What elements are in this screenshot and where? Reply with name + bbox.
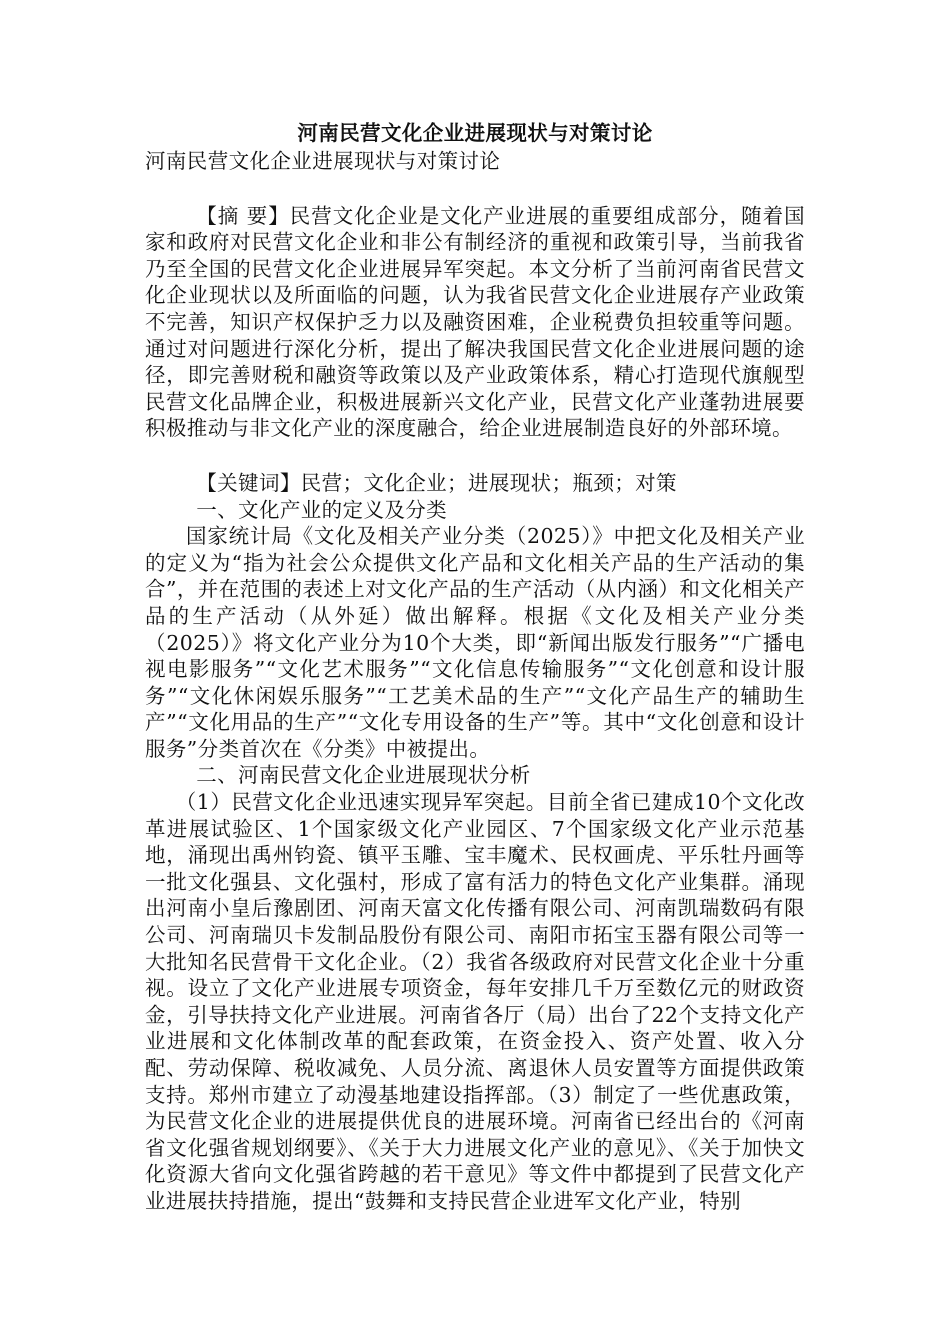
document-title: 河南民营文化企业进展现状与对策讨论 [297,121,653,145]
section-1-body: 国家统计局《文化及相关产业分类（2025）》中把文化及相关产业的定义为“指为社会公众提供文化产品和文化相关产品的生产活动的集合”，并在范围的表述上对文化产品的生产活动（从内涵）和文化相关产品的生产活动（从外延）做出解释。根据《文化及相关产业分类（2025）》将文化产业分为10个大类，即“新闻出版发行服务”“广播电视电影服务”“文化艺术服务”“文化信息传输服务”“文化创意和设计服务”“文化休闲娱乐服务”“工艺美术品的生产”“文化产品生产的辅助生产”“文化用品的生产”“文化专用设备的生产”等。其中“文化创意和设计服务”分类首次在《分类》中被提出。 [145,524,805,761]
section-2-body: （1）民营文化企业迅速实现异军突起。目前全省已建成10个文化改革进展试验区、1个国家级文化产业园区、7个国家级文化产业示范基地，涌现出禹州钧瓷、镇平玉雕、宝丰魔术、民权画虎、平乐牡丹画等一批文化强县、文化强村，形成了富有活力的特色文化产业集群。涌现出河南小皇后豫剧团、河南天富文化传播有限公司、河南凯瑞数码有限公司、河南瑞贝卡发制品股份有限公司、南阳市拓宝玉器有限公司等一大批知名民营骨干文化企业。（2）我省各级政府对民营文化企业十分重视。设立了文化产业进展专项资金，每年安排几千万至数亿元的财政资金，引导扶持文化产业进展。河南省各厅（局）出台了22个支持文化产业进展和文化体制改革的配套政策，在资金投入、资产处置、收入分配、劳动保障、税收减免、人员分流、离退休人员安置等方面提供政策支持。郑州市建立了动漫基地建设指挥部。（3）制定了一些优惠政策，为民营文化企业的进展提供优良的进展环境。河南省已经出台的《河南省文化强省规划纲要》、《关于大力进展文化产业的意见》、《关于加快文化资源大省向文化强省跨越的若干意见》等文件中都提到了民营文化产业进展扶持措施，提出“鼓舞和支持民营企业进军文化产业，特别 [145,790,805,1213]
keywords-line: 【关键词】民营；文化企业；进展现状；瓶颈；对策 [196,470,677,495]
document-page [145,118,805,1215]
abstract-paragraph: 【摘 要】民营文化企业是文化产业进展的重要组成部分，随着国家和政府对民营文化企业和非公有制经济的重视和政策引导，当前我省乃至全国的民营文化企业进展异军突起。本文分析了当前河南省民营文化企业现状以及所面临的问题，认为我省民营文化企业进展存产业政策不完善，知识产权保护乏力以及融资困难，企业税费负担较重等问题。通过对问题进行深化分析，提出了解决我国民营文化企业进展问题的途径，即完善财税和融资等政策以及产业政策体系，精心打造现代旗舰型民营文化品牌企业，积极进展新兴文化产业，民营文化产业蓬勃进展要积极推动与非文化产业的深度融合，给企业进展制造良好的外部环境。 [145,203,805,441]
section-1-heading: 一、文化产业的定义及分类 [196,497,448,522]
section-2-heading: 二、河南民营文化企业进展现状分析 [196,763,531,788]
document-subtitle: 河南民营文化企业进展现状与对策讨论 [145,149,501,173]
